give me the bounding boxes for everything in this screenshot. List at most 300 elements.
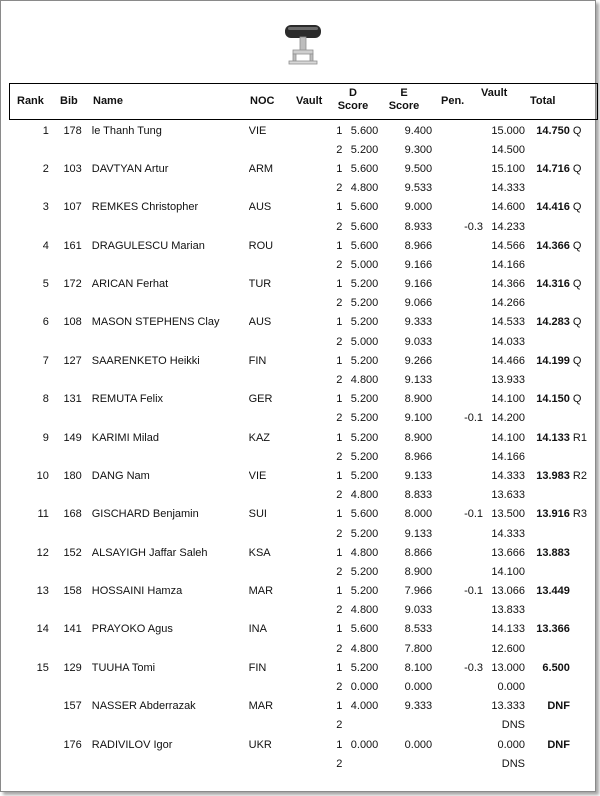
spacer (49, 524, 58, 543)
rank-cell: 15 (36, 661, 49, 674)
spacer (432, 179, 450, 198)
penalty-cell (450, 198, 483, 217)
spacer (525, 428, 534, 447)
qualification-cell (573, 217, 595, 236)
total-cell: DNF (547, 738, 570, 751)
header-noc: NOC (250, 95, 275, 107)
spacer (306, 639, 328, 658)
d-score-cell: 5.600 (350, 124, 379, 137)
bib-cell: 178 (63, 124, 82, 137)
name-cell: TUUHA Tomi (91, 661, 156, 674)
name-cell (92, 179, 249, 198)
spacer (525, 716, 534, 735)
spacer (432, 236, 450, 255)
d-score-cell: 4.800 (350, 374, 379, 387)
e-score-cell: 0.000 (404, 738, 433, 751)
d-score-cell: 4.800 (350, 642, 379, 655)
vault-score-cell: DNS (501, 719, 525, 732)
penalty-cell: -0.1 (464, 585, 484, 598)
noc-cell (249, 409, 307, 428)
vault-number-cell: 2 (336, 182, 343, 195)
e-score-cell: 9.166 (404, 278, 433, 291)
penalty-cell (450, 735, 483, 754)
spacer (82, 370, 92, 389)
vault-number-cell: 1 (336, 354, 343, 367)
noc-cell (249, 217, 307, 236)
e-score-cell: 9.266 (404, 354, 433, 367)
spacer (82, 639, 92, 658)
spacer (49, 562, 58, 581)
spacer (525, 121, 534, 140)
noc-cell (249, 639, 307, 658)
qualification-cell (573, 639, 595, 658)
qualification-cell (573, 370, 595, 389)
spacer (49, 716, 58, 735)
spacer (525, 294, 534, 313)
noc-cell (249, 562, 307, 581)
noc-cell: GER (248, 393, 273, 406)
penalty-cell (450, 370, 483, 389)
d-score-cell: 5.200 (350, 431, 379, 444)
header-name: Name (93, 95, 123, 107)
rank-cell: 9 (42, 431, 49, 444)
spacer (432, 140, 450, 159)
vault-score-cell: 15.000 (491, 124, 525, 137)
vault-score-cell: 14.166 (491, 450, 525, 463)
spacer (82, 505, 92, 524)
rank-cell: 1 (42, 124, 49, 137)
spacer (432, 447, 450, 466)
rank-cell (9, 409, 49, 428)
spacer (525, 524, 534, 543)
name-cell: PRAYOKO Agus (91, 623, 173, 636)
spacer (378, 505, 396, 524)
vault-score-cell: 14.100 (491, 565, 525, 578)
athlete-row (9, 428, 595, 447)
qualification-cell: R1 (572, 431, 587, 444)
qualification-cell: Q (572, 162, 582, 175)
vault-number-cell: 2 (336, 297, 343, 310)
bib-cell: 168 (63, 508, 82, 521)
rank-cell: 14 (36, 623, 49, 636)
noc-cell (249, 486, 307, 505)
e-score-cell: 8.100 (404, 661, 433, 674)
rank-cell (9, 140, 49, 159)
penalty-cell (450, 754, 483, 773)
noc-cell: SUI (248, 508, 267, 521)
spacer (306, 505, 328, 524)
penalty-cell (450, 236, 483, 255)
bib-cell (58, 677, 82, 696)
bib-cell (58, 217, 82, 236)
noc-cell: MAR (248, 585, 274, 598)
spacer (82, 524, 92, 543)
total-cell (534, 639, 570, 658)
vault-number-cell: 2 (336, 757, 343, 770)
spacer (82, 390, 92, 409)
e-score-cell: 9.033 (404, 335, 433, 348)
total-cell (534, 217, 570, 236)
bib-cell (58, 179, 82, 198)
e-score-cell: 9.066 (404, 297, 433, 310)
spacer (306, 601, 328, 620)
total-cell: 14.316 (536, 278, 570, 291)
d-score-cell: 5.200 (350, 469, 379, 482)
bib-cell (58, 332, 82, 351)
name-cell (92, 409, 249, 428)
vault-score-cell: 14.366 (491, 278, 525, 291)
spacer (378, 409, 396, 428)
spacer (82, 582, 92, 601)
qualification-cell: Q (572, 278, 582, 291)
athlete-row (9, 505, 595, 524)
noc-cell: MAR (248, 700, 274, 713)
spacer (306, 524, 328, 543)
spacer (525, 390, 534, 409)
total-cell: DNF (547, 700, 570, 713)
spacer (49, 313, 58, 332)
spacer (378, 466, 396, 485)
qualification-cell (573, 409, 595, 428)
athlete-row-vault2 (9, 754, 595, 773)
rank-cell (9, 179, 49, 198)
name-cell (92, 370, 249, 389)
d-score-cell: 5.600 (350, 623, 379, 636)
vault-number-cell: 1 (336, 239, 343, 252)
vault-score-cell: 14.600 (491, 201, 525, 214)
rank-cell: 11 (37, 508, 49, 521)
spacer (306, 735, 328, 754)
athlete-row-vault2 (9, 562, 595, 581)
spacer (306, 275, 328, 294)
vault-score-cell: 14.133 (491, 623, 525, 636)
spacer (525, 313, 534, 332)
spacer (49, 294, 58, 313)
noc-cell: UKR (248, 738, 272, 751)
qualification-cell: R3 (572, 508, 587, 521)
spacer (525, 159, 534, 178)
qualification-cell (573, 332, 595, 351)
noc-cell (249, 179, 307, 198)
qualification-cell: R2 (572, 469, 587, 482)
header-vault: Vault (296, 95, 323, 107)
d-score-cell: 4.800 (350, 182, 379, 195)
spacer (49, 505, 58, 524)
total-cell (534, 332, 570, 351)
d-score-cell: 5.200 (350, 278, 379, 291)
athlete-row-vault2 (9, 332, 595, 351)
qualification-cell (573, 677, 595, 696)
d-score-cell: 0.000 (350, 738, 379, 751)
athlete-row (9, 390, 595, 409)
spacer (525, 275, 534, 294)
spacer (378, 217, 396, 236)
spacer (49, 486, 58, 505)
noc-cell (249, 294, 307, 313)
name-cell: HOSSAINI Hamza (91, 585, 183, 598)
total-cell: 14.366 (536, 239, 570, 252)
spacer (306, 179, 328, 198)
vault-number-cell: 1 (336, 508, 343, 521)
name-cell: KARIMI Milad (91, 431, 159, 444)
vault-score-cell: 13.933 (491, 374, 525, 387)
rank-cell: 2 (42, 162, 49, 175)
spacer (378, 255, 396, 274)
rank-cell (9, 697, 49, 716)
spacer (378, 582, 396, 601)
qualification-cell (573, 735, 595, 754)
noc-cell: INA (248, 623, 267, 636)
total-cell (534, 524, 570, 543)
spacer (306, 255, 328, 274)
rank-cell: 3 (42, 201, 49, 214)
vault-number-cell: 2 (336, 489, 343, 502)
spacer (49, 217, 58, 236)
spacer (432, 313, 450, 332)
spacer (432, 562, 450, 581)
vault-number-cell: 1 (336, 469, 343, 482)
total-cell (534, 562, 570, 581)
athlete-row (9, 121, 595, 140)
penalty-cell (450, 275, 483, 294)
name-cell (92, 677, 249, 696)
spacer (525, 409, 534, 428)
vault-score-cell: 14.566 (491, 239, 525, 252)
spacer (49, 236, 58, 255)
spacer (432, 716, 450, 735)
spacer (432, 466, 450, 485)
name-cell (92, 639, 249, 658)
qualification-cell (573, 140, 595, 159)
spacer (378, 735, 396, 754)
spacer (432, 294, 450, 313)
noc-cell: VIE (248, 124, 267, 137)
vault-number-cell: 2 (336, 412, 343, 425)
penalty-cell (450, 140, 483, 159)
total-cell (534, 447, 570, 466)
athlete-row-vault2 (9, 409, 595, 428)
vault-number-cell: 2 (336, 450, 343, 463)
noc-cell: FIN (248, 354, 267, 367)
vault-table-icon (281, 23, 325, 65)
qualification-cell (573, 294, 595, 313)
spacer (82, 486, 92, 505)
qualification-cell (573, 524, 595, 543)
spacer (432, 639, 450, 658)
name-cell: MASON STEPHENS Clay (91, 316, 220, 329)
name-cell: ALSAYIGH Jaffar Saleh (91, 546, 208, 559)
rank-cell: 8 (42, 393, 49, 406)
d-score-cell: 4.800 (350, 546, 379, 559)
penalty-cell (450, 294, 483, 313)
name-cell (92, 294, 249, 313)
e-score-cell: 8.000 (404, 508, 433, 521)
noc-cell (249, 255, 307, 274)
penalty-cell: -0.3 (464, 220, 484, 233)
spacer (432, 409, 450, 428)
bib-cell: 180 (63, 469, 82, 482)
spacer (82, 697, 92, 716)
penalty-cell (450, 639, 483, 658)
header-d-score-line2: Score (337, 100, 369, 112)
spacer (432, 582, 450, 601)
name-cell (92, 716, 249, 735)
spacer (306, 121, 328, 140)
spacer (82, 658, 92, 677)
vault-number-cell: 1 (336, 546, 343, 559)
name-cell (92, 217, 249, 236)
e-score-cell: 9.166 (404, 258, 433, 271)
name-cell (92, 486, 249, 505)
penalty-cell (450, 121, 483, 140)
vault-number-cell: 1 (336, 431, 343, 444)
athlete-row (9, 198, 595, 217)
spacer (49, 409, 58, 428)
qualification-cell (573, 486, 595, 505)
rank-cell (9, 486, 49, 505)
vault-number-cell: 2 (336, 527, 343, 540)
spacer (432, 524, 450, 543)
rank-cell (9, 735, 49, 754)
name-cell: GISCHARD Benjamin (91, 508, 199, 521)
name-cell (92, 255, 249, 274)
penalty-cell (450, 677, 483, 696)
spacer (49, 159, 58, 178)
vault-number-cell: 2 (336, 719, 343, 732)
total-cell: 14.133 (536, 431, 570, 444)
name-cell (92, 601, 249, 620)
vault-score-cell: 14.100 (491, 431, 525, 444)
noc-cell: AUS (248, 316, 272, 329)
total-cell (534, 716, 570, 735)
spacer (82, 601, 92, 620)
penalty-cell (450, 543, 483, 562)
d-score-cell: 5.600 (350, 201, 379, 214)
e-score-cell: 9.400 (404, 124, 433, 137)
spacer (306, 159, 328, 178)
total-cell (534, 486, 570, 505)
spacer (378, 486, 396, 505)
penalty-cell: -0.3 (464, 661, 484, 674)
spacer (49, 543, 58, 562)
qualification-cell: Q (572, 393, 582, 406)
e-score-cell: 8.933 (404, 220, 433, 233)
spacer (49, 332, 58, 351)
athlete-row (9, 159, 595, 178)
d-score-cell: 5.600 (350, 508, 379, 521)
athlete-row-vault2 (9, 217, 595, 236)
spacer (378, 313, 396, 332)
spacer (82, 466, 92, 485)
e-score-cell: 8.833 (404, 489, 433, 502)
spacer (306, 390, 328, 409)
spacer (378, 601, 396, 620)
spacer (82, 562, 92, 581)
vault-score-cell: 12.600 (491, 642, 525, 655)
e-score-cell: 7.966 (404, 585, 433, 598)
bib-cell (58, 447, 82, 466)
penalty-cell (450, 601, 483, 620)
e-score-cell (396, 716, 432, 735)
bib-cell: 127 (63, 354, 82, 367)
results-body (9, 121, 595, 773)
vault-number-cell: 1 (336, 700, 343, 713)
spacer (378, 677, 396, 696)
e-score-cell: 8.966 (404, 450, 433, 463)
athlete-row (9, 620, 595, 639)
d-score-cell: 5.600 (350, 239, 379, 252)
penalty-cell: -0.1 (464, 508, 484, 521)
bib-cell (58, 370, 82, 389)
e-score-cell: 7.800 (404, 642, 433, 655)
vault-score-cell: 14.500 (491, 143, 525, 156)
e-score-cell: 9.000 (404, 201, 433, 214)
bib-cell: 176 (63, 738, 82, 751)
spacer (49, 735, 58, 754)
vault-number-cell: 2 (336, 604, 343, 617)
d-score-cell: 5.200 (350, 527, 379, 540)
spacer (306, 658, 328, 677)
bib-cell (58, 562, 82, 581)
vault-number-cell: 1 (336, 278, 343, 291)
d-score-cell: 0.000 (350, 681, 379, 694)
total-cell: 14.716 (536, 162, 570, 175)
athlete-row (9, 351, 595, 370)
athlete-row (9, 275, 595, 294)
spacer (49, 198, 58, 217)
qualification-cell (573, 620, 595, 639)
qualification-cell (573, 562, 595, 581)
rank-cell (9, 255, 49, 274)
spacer (306, 582, 328, 601)
rank-cell (9, 601, 49, 620)
d-score-cell: 5.200 (350, 143, 379, 156)
qualification-cell (573, 447, 595, 466)
rank-cell: 4 (42, 239, 49, 252)
penalty-cell (450, 620, 483, 639)
spacer (432, 255, 450, 274)
spacer (432, 658, 450, 677)
qualification-cell (573, 697, 595, 716)
d-score-cell (342, 716, 378, 735)
spacer (432, 697, 450, 716)
spacer (82, 735, 92, 754)
spacer (525, 486, 534, 505)
e-score-cell: 9.133 (404, 374, 433, 387)
bib-cell: 129 (63, 661, 82, 674)
spacer (432, 428, 450, 447)
spacer (82, 677, 92, 696)
spacer (378, 332, 396, 351)
d-score-cell: 5.200 (350, 565, 379, 578)
name-cell: DRAGULESCU Marian (91, 239, 205, 252)
table-header (9, 83, 598, 120)
header-vault-score: Vault (481, 87, 508, 99)
d-score-cell: 5.600 (350, 220, 379, 233)
total-cell (534, 255, 570, 274)
spacer (378, 140, 396, 159)
bib-cell: 131 (63, 393, 82, 406)
e-score-cell: 9.333 (404, 316, 433, 329)
e-score-cell: 0.000 (404, 681, 433, 694)
d-score-cell: 4.800 (350, 604, 379, 617)
vault-score-cell: 13.833 (491, 604, 525, 617)
vault-number-cell: 1 (336, 738, 343, 751)
qualification-cell: Q (572, 124, 582, 137)
spacer (306, 562, 328, 581)
vault-score-cell: 14.166 (491, 258, 525, 271)
penalty-cell (450, 313, 483, 332)
